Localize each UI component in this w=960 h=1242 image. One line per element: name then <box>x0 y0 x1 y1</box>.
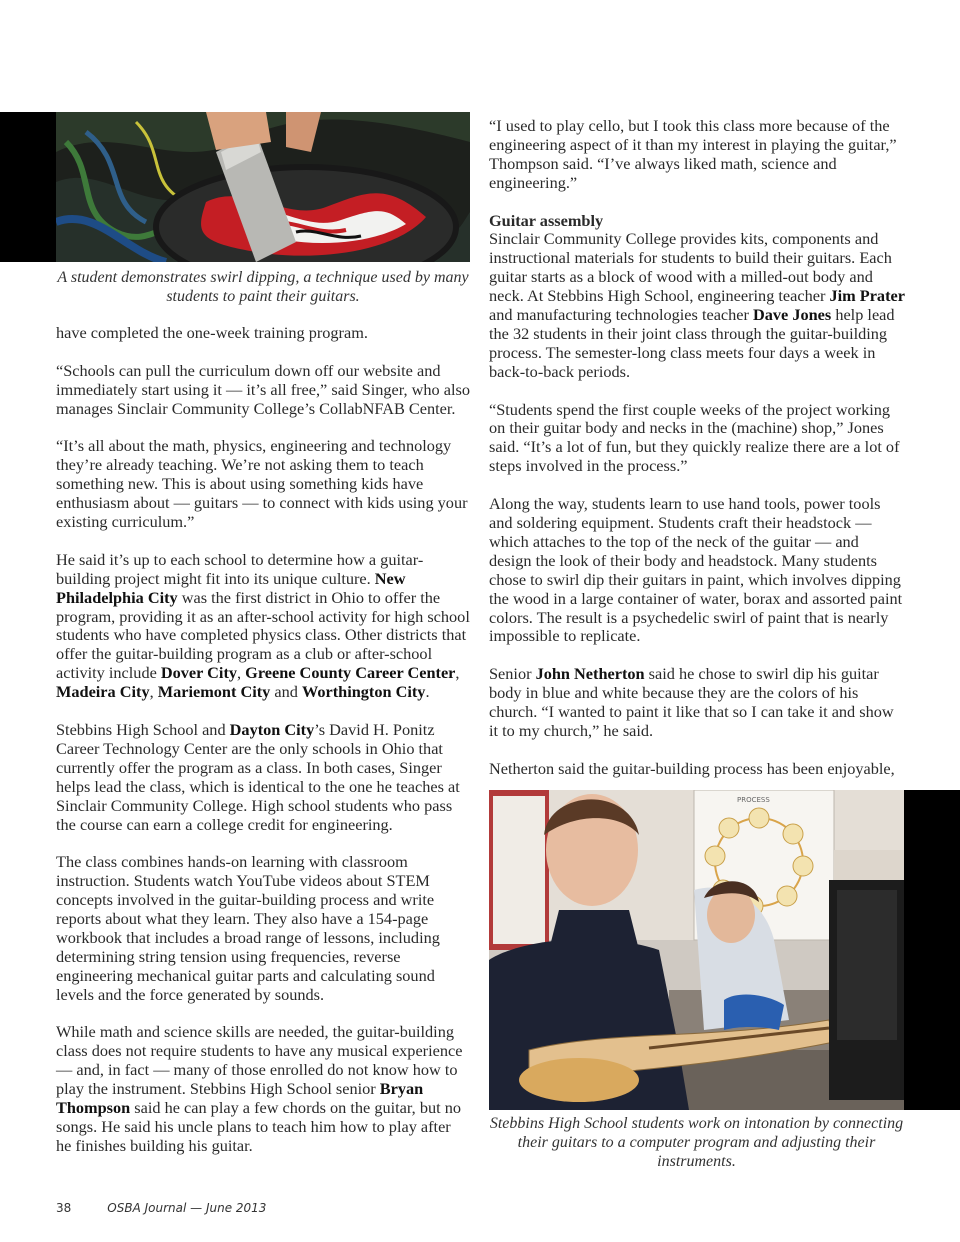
district-name: Worthington City <box>301 682 426 702</box>
district-name: Greene County Career Center <box>245 663 456 683</box>
paragraph <box>489 665 905 741</box>
section-heading: Guitar assembly <box>489 210 604 230</box>
paragraph <box>56 1023 470 1155</box>
paragraph: “Students spend the first couple weeks of the project working on their guitar body and necks in the (machine) shop,” Jones said. “It’s a lot of fun, but they quickly realize there are a lot of steps involved in the process.” <box>489 399 900 476</box>
person-name: John Netherton <box>535 664 645 684</box>
black-margin-tab-right <box>904 790 960 1110</box>
text-run: and manufacturing technologies teacher <box>489 305 754 325</box>
page-number: 38 <box>56 1201 72 1215</box>
page-footer <box>56 1201 266 1215</box>
district-name: Mariemont City <box>157 682 271 702</box>
person-name: Jim Prater <box>829 286 905 306</box>
person-name: Dave Jones <box>753 305 832 325</box>
district-name: Madeira City <box>56 682 150 702</box>
bottom-photo-caption: Stebbins High School students work on intonation by connecting their guitars to a computer program and adjusting their instruments. <box>489 1115 904 1170</box>
paragraph <box>56 721 470 834</box>
text-run: was the first district in Ohio to offer the program, providing it as an after-school activity for high school students who have completed physics class. Other districts that offer the guitar-building program as a club or after-school activity include <box>56 587 470 683</box>
paragraph: “It’s all about the math, physics, engineering and technology they’re already teaching. We’re not asking them to teach something new. This is about using something kids have enthusiasm about — guitars — to connect with kids using your existing curriculum.” <box>56 436 468 532</box>
text-run: While math and science skills are needed, the guitar-building class does not require students to have any musical experience — and, in fact — many of those enrolled do not know how to play the instrument. Stebbins High School senior <box>56 1022 463 1099</box>
article-left-column <box>56 324 470 1175</box>
district-name: New Philadelphia City <box>56 568 406 607</box>
text-run: , <box>237 663 246 683</box>
person-name: Bryan Thompson <box>56 1079 424 1118</box>
poster-title: PROCESS <box>737 796 770 804</box>
swirl-dipping-photo <box>56 112 470 262</box>
text-run: help lead the 32 students in their joint class through the guitar-building process. The semester-long class meets four days a week in back-to-back periods. <box>489 305 895 381</box>
text-run: Stebbins High School and <box>56 719 230 739</box>
text-run: He said it’s up to each school to determine how a guitar-building project might fit into its unique culture. <box>56 549 424 588</box>
district-name: Dayton City <box>229 719 315 739</box>
paragraph: Netherton said the guitar-building process has been enjoyable, <box>489 758 895 778</box>
students-intonation-photo <box>489 790 904 1110</box>
paragraph: The class combines hands-on learning with classroom instruction. Students watch YouTube videos about STEM concepts involved in the guitar-building process and write reports about what they learn. They also have a 154-page workbook that includes a broad range of lessons, including determining string tension using frequencies, reverse engineering mechanical guitar parts and calculating sound levels and the force generated by sounds. <box>56 852 440 1004</box>
top-photo-caption: A student demonstrates swirl dipping, a technique used by many students to paint their guitars. <box>57 269 469 305</box>
publication-name: OSBA Journal — June 2013 <box>107 1201 267 1215</box>
district-name: Dover City <box>160 663 238 683</box>
text-run: said he can play a few chords on the guitar, but no songs. He said his uncle plans to teach him how to play after he finishes building his guitar. <box>56 1098 461 1155</box>
text-run: . <box>425 682 430 702</box>
black-margin-tab-left <box>0 112 56 262</box>
text-run: Sinclair Community College provides kits, components and instructional materials for students to build their guitars. Each guitar starts as a block of wood with a milled-out body and neck. At Stebbins High School, engineering teacher <box>489 229 892 306</box>
text-run: , <box>455 663 460 683</box>
text-run: and <box>270 682 302 702</box>
text-run: said he chose to swirl dip his guitar body in blue and white because they are the colors of his church. “I wanted to paint it like that so I can take it and show it to my church,” he said. <box>489 664 894 740</box>
paragraph <box>56 551 470 702</box>
text-run: , <box>149 682 158 702</box>
paragraph: “Schools can pull the curriculum down off our website and immediately start using it — it’s all free,” said Singer, who also manages Sinclair Community College’s CollabNFAB Center. <box>56 360 470 418</box>
text-run: ’s David H. Ponitz Career Technology Center are the only schools in Ohio that currently offer the program as a class. In both cases, Singer helps lead the class, which is identical to the one he teaches at Sinclair Community College. High school students who pass the course can earn a college credit for engineering. <box>56 719 460 834</box>
paragraph <box>489 230 905 381</box>
article-right-column <box>489 117 905 798</box>
paragraph: have completed the one-week training program. <box>56 323 368 342</box>
paragraph: “I used to play cello, but I took this class more because of the engineering aspect of it than my interest in playing the guitar,” Thompson said. “I’ve always liked math, science and engineering.” <box>489 116 897 192</box>
text-run: Senior <box>489 664 536 684</box>
paragraph: Along the way, students learn to use hand tools, power tools and soldering equipment. Students craft their headstock — which attaches to the top of the neck of the guitar — and design the look of their body and headstock. Many students chose to swirl dip their guitars in paint, which involves dipping the wood in a large container of water, borax and assorted paint colors. The result is a psychedelic swirl of paint that is nearly impossible to replicate. <box>489 494 903 646</box>
